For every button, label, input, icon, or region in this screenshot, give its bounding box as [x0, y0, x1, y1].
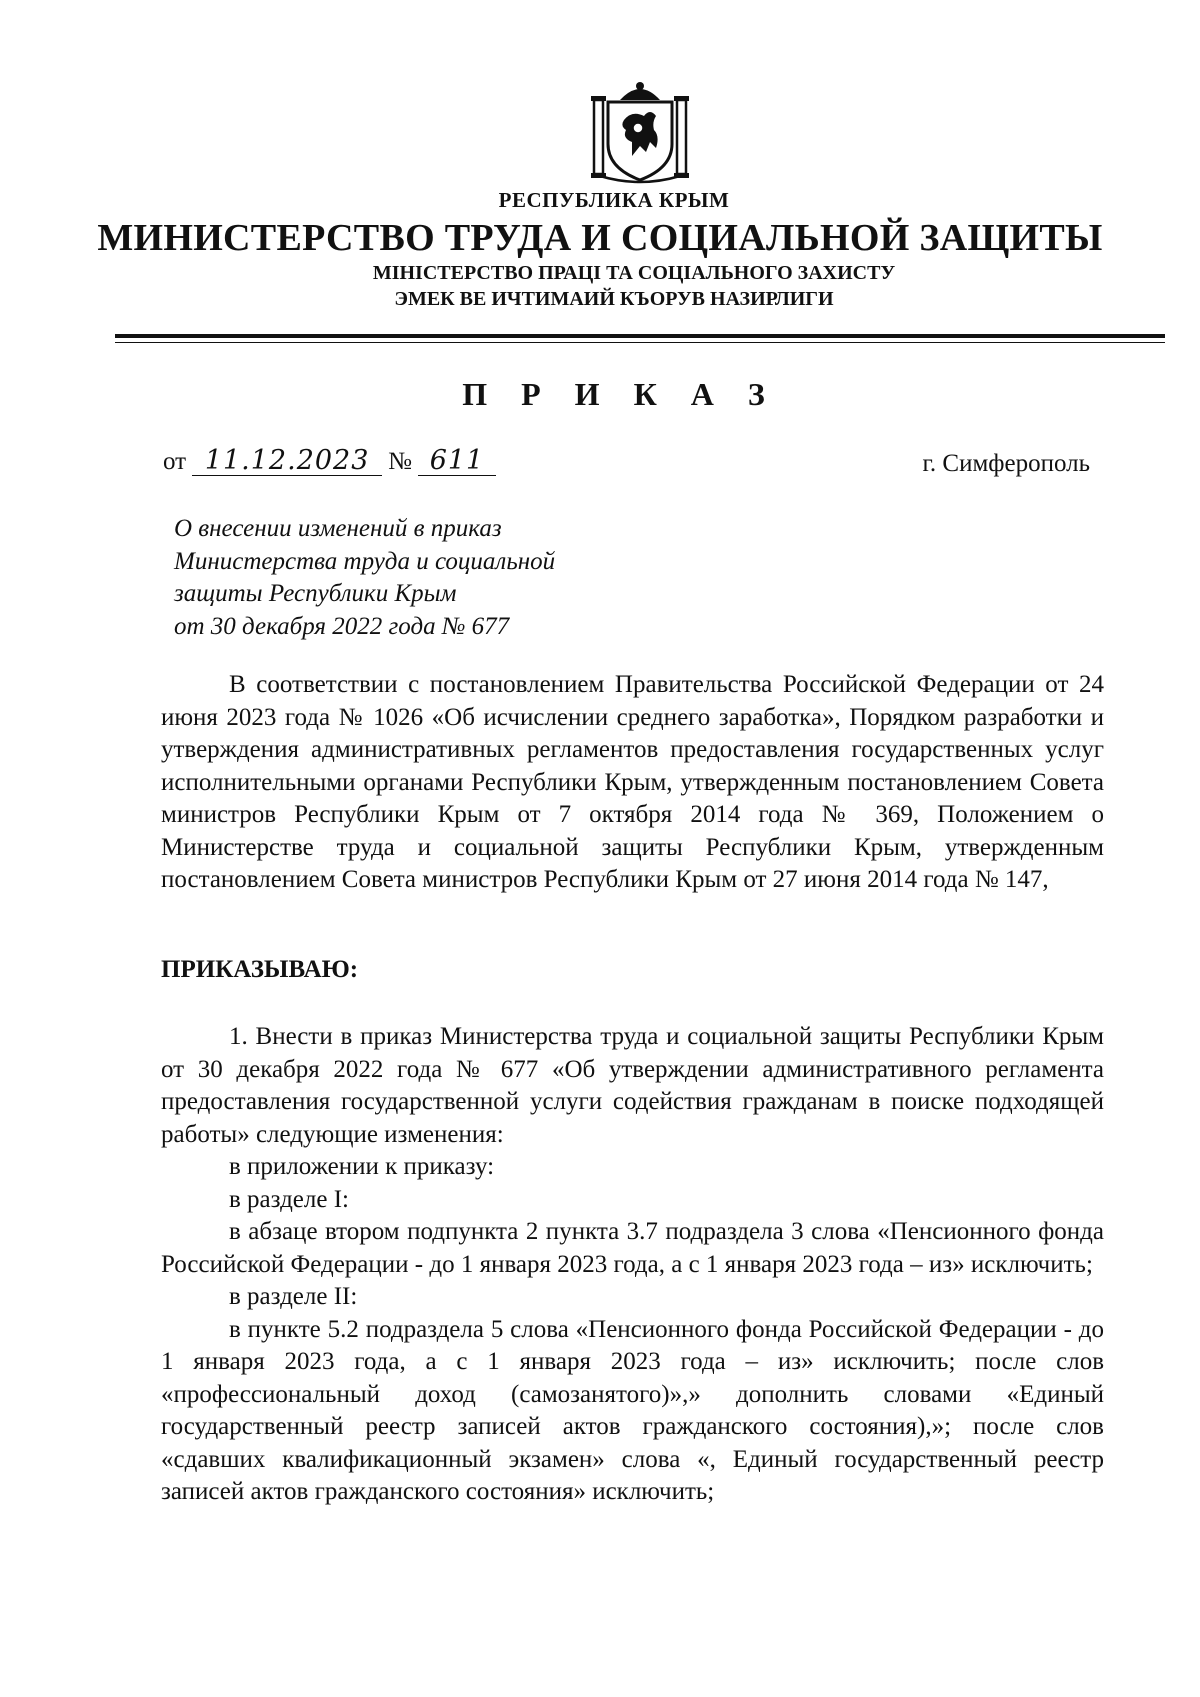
date-number-line	[163, 447, 502, 476]
document-type-title: П Р И К А З	[462, 376, 778, 412]
subject-line: Министерства труда и социальной	[174, 547, 556, 575]
handwritten-number: 611	[418, 447, 496, 476]
order-item: в абзаце втором подпункта 2 пункта 3.7 подраздела 3 слова «Пенсионного фонда Российской Федерации - до 1 января 2023 года, а с 1 января 2023 года – из» исключить;	[161, 1218, 1104, 1278]
preamble-paragraph: В соответствии с постановлением Правительства Российской Федерации от 24 июня 2023 года № 1026 «Об исчислении среднего заработка», Порядком разработки и утверждения административных регламентов предоставления государственных услуг исполнительными органами Республики Крым, утвержденным постановлением Совета министров Республики Крым от 7 октября 2014 года № 369, Положением о Министерстве труда и социальной защиты Республики Крым, утвержденным постановлением Совета министров Республики Крым от 27 июня 2014 года № 147,	[161, 671, 1104, 893]
orders-heading: ПРИКАЗЫВАЮ:	[161, 956, 359, 983]
from-label: от	[163, 448, 187, 475]
ministry-name-ukrainian: МІНІСТЕРСТВО ПРАЦІ ТА СОЦІАЛЬНОГО ЗАХИСТУ	[372, 262, 896, 284]
crimea-coat-of-arms-icon	[590, 76, 690, 186]
order-item: 1. Внести в приказ Министерства труда и социальной защиты Республики Крым от 30 декабря 2022 года № 677 «Об утверждении административного регламента предоставления государственной услуги содействия гражданам в поиске подходящей работы» следующие изменения:	[161, 1023, 1104, 1148]
header-divider-thin	[115, 342, 1165, 343]
republic-name: РЕСПУБЛИКА КРЫМ	[498, 188, 730, 212]
subject-line: от 30 декабря 2022 года № 677	[174, 612, 510, 640]
order-item: в пункте 5.2 подраздела 5 слова «Пенсионного фонда Российской Федерации - до 1 января 2023 года, а с 1 января 2023 года – из» исключить; после слов «профессиональный доход (самозанятого)»,» дополнить словами «Единый государственный реестр записей актов гражданского состояния),»; после слов «сдавших квалификационный экзамен» слова «, Единый государственный реестр записей актов гражданского состояния» исключить;	[161, 1315, 1104, 1505]
subject-line: защиты Республики Крым	[174, 580, 457, 607]
header-divider-thick	[115, 334, 1165, 338]
handwritten-date: 11.12.2023	[192, 447, 382, 476]
ministry-name-crimean-tatar: ЭМЕК ВЕ ИЧТИМАИЙ КЪОРУВ НАЗИРЛИГИ	[394, 288, 834, 310]
order-items	[161, 1021, 1104, 1509]
order-subject	[174, 513, 555, 643]
subject-line: О внесении изменений в приказ	[174, 515, 502, 542]
city: г. Симферополь	[922, 450, 1090, 477]
preamble-block	[161, 669, 1104, 897]
order-item: в приложении к приказу:	[229, 1153, 495, 1180]
order-item: в разделе I:	[229, 1185, 349, 1213]
ministry-name: МИНИСТЕРСТВО ТРУДА И СОЦИАЛЬНОЙ ЗАЩИТЫ	[97, 217, 1103, 259]
number-label: №	[388, 448, 412, 475]
order-item: в разделе II:	[229, 1283, 358, 1310]
